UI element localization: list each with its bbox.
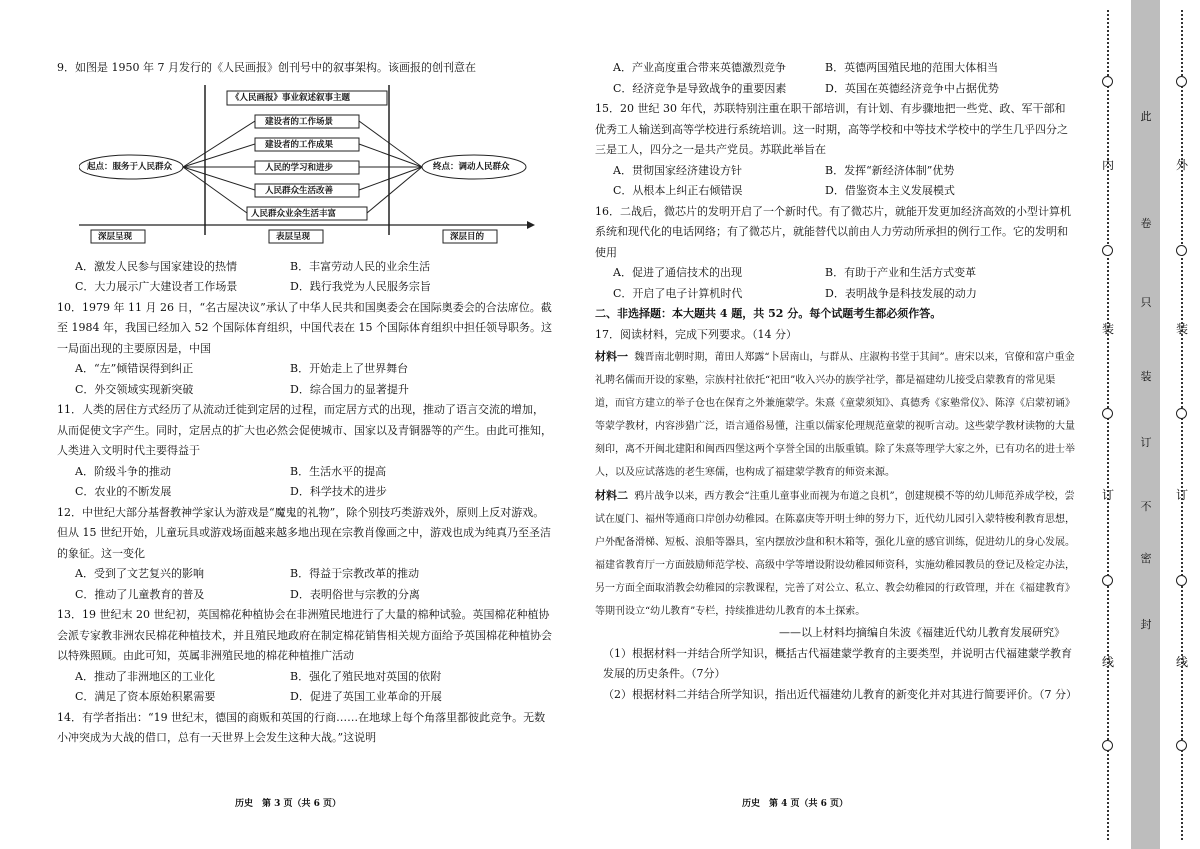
option-a[interactable]: A．激发人民参与国家建设的热情 [75,259,237,273]
binding-circle [1102,408,1113,419]
option-d[interactable]: D．促进了英国工业革命的开展 [290,690,442,703]
section-heading: 二、非选择题：本大题共 4 题，共 52 分。每个试题考生都必须作答。 [595,307,942,320]
options [57,462,552,503]
question-stem: 11．人类的居住方式经历了从流动迁徙到定居的过程，而定居方式的出现，推动了语言交流的增加，从而促使文字产生。同时，定居点的扩大也必然会促使城市、国家以及青铜器等的产生。由此可推知，人类进入文明时代主要得益于 [57,403,552,457]
option-c[interactable]: C．满足了资本原始积累需要 [75,690,216,703]
option-c[interactable]: C．经济竞争是导致战争的重要因素 [613,81,787,95]
material-1-text: 魏晋南北朝时期，莆田人郑露“卜居南山，与群从、庄淑构书堂于其间”。唐宋以来，官僚和富户重金礼聘名儒而开设的家塾，宗族村社依托“祀田”收入兴办的族学社学，都是福建幼儿接受启蒙教育的常见渠道，而官方建立的举子仓也在保育之外兼施蒙学。朱熹《童蒙须知》、真德秀《家塾常仪》、陈淳《启蒙初诵》等蒙学教材，内容涉猎广泛，语言通俗易懂，注重以儒家伦理规范童蒙的视听言动。这些蒙学教材读物的大量刻印，离不开闽北建阳和闽西四堡这两个享誉全国的出版重镇。除了朱熹等理学大家之外，已有功名的进士举人，以及应试落选的老生寒儒，也构成了福建蒙学教育的师资来源。 [595,352,1075,478]
option-d[interactable]: D．英国在英德经济竞争中占据优势 [825,81,999,95]
diagram-bottom-mid: 表层呈现 [276,231,311,242]
page-footer-right: 历史 第 4 页（共 6 页） [742,799,849,809]
outer-dotted-line [1181,10,1183,840]
outer-label-ding: 订 [1175,488,1188,502]
option-c[interactable]: C．推动了儿童教育的普及 [75,587,205,601]
material-2-lead: 材料二 [595,489,628,502]
question-stem: 13．19 世纪末 20 世纪初，英国棉花种植协会在非洲殖民地进行了大量的棉种试验。英国棉花种植协会派专家教非洲农民棉花种植技术，并且殖民地政府在制定棉花销售相关规方面给予英国棉花种植协会以特殊照顾。由此可知，英属非洲殖民地的棉花种植推广活动 [57,608,552,662]
diagram-left-oval: 起点：服务于人民群众 [87,161,173,172]
option-a[interactable]: A．促进了通信技术的出现 [613,266,742,279]
material-1-lead: 材料一 [595,350,628,363]
question-10 [57,298,552,401]
question-stem: 14．有学者指出：“19 世纪末，德国的商贩和英国的行商……在地球上每个角落里都彼此竞争。无数小冲突成为大战的借口，总有一天世界上会发生这种大战。”这说明 [57,710,546,744]
binding-circle [1176,408,1187,419]
binding-gray-band [1131,0,1160,849]
material-2-text: 鸦片战争以来，西方教会“注重儿童事业而视为布道之良机”，创建规模不等的幼儿师范养成学校，尝试在厦门、福州等通商口岸创办幼稚园。在陈嘉庚等开明士绅的努力下，近代幼儿园引入蒙特梭利教育思想，户外配备滑梯、短板、浪船等器具，室内摆放沙盘和积木箱等，强化儿童的感官训练，促进幼儿的身心发展。福建省教育厅一方面鼓励师范学校、高级中学等增设附设幼稚园师资科，实施幼稚园教员的登记及检定办法，另一方面全面取消教会幼稚园的宗教课程，完善了对公立、私立、教会幼稚园的行政管理，并在《福建教育》等期刊设立“幼儿教育”专栏，持续推进幼儿教育的本土探索。 [595,491,1075,617]
option-d[interactable]: D．表明俗世与宗教的分离 [290,587,420,601]
option-c[interactable]: C．外交领域实现新突破 [75,382,194,396]
diagram-box-5: 人民群众业余生活丰富 [251,208,337,219]
question-14-options [595,58,1075,99]
option-d[interactable]: D．综合国力的显著提升 [290,382,409,396]
outer-label-wai: 外 [1175,158,1188,172]
option-d[interactable]: D．践行我党为人民服务宗旨 [290,280,431,293]
option-c[interactable]: C．从根本上纠正右倾错误 [613,184,743,197]
question-11 [57,400,552,503]
sub-question-1: （1）根据材料一并结合所学知识，概括古代福建蒙学教育的主要类型，并说明古代福建蒙学教育发展的历史条件。（7分） [603,646,1072,680]
option-c[interactable]: C．开启了电子计算机时代 [613,286,743,300]
option-d[interactable]: D．科学技术的进步 [290,485,387,498]
inner-label-nei: 内 [1101,158,1114,172]
page-footer-left: 历史 第 3 页（共 6 页） [235,799,342,809]
option-b[interactable]: B．英德两国殖民地的范围大体相当 [825,61,999,74]
inner-label-zhuang: 装 [1101,322,1114,336]
diagram-box-4: 人民群众生活改善 [265,185,334,196]
option-d[interactable]: D．表明战争是科技发展的动力 [825,286,977,300]
notice-char: 此 [1140,110,1152,123]
option-a[interactable]: A．“左”倾错误得到纠正 [75,362,194,375]
option-b[interactable]: B．得益于宗教改革的推动 [290,567,420,580]
inner-label-xian: 线 [1101,655,1114,669]
outer-label-xian: 线 [1175,655,1188,669]
options [57,359,552,400]
question-stem: 12．中世纪大部分基督教神学家认为游戏是“魔鬼的礼物”，除个别技巧类游戏外，原则上反对游戏。但从 15 世纪开始，儿童玩具或游戏场面越来越多地出现在宗教肖像画之中，游戏也成为纯真乃至圣洁的象征。这一变化 [57,505,551,560]
question-stem: 15．20 世纪 30 年代，苏联特别注重在职干部培训，有计划、有步骤地把一些党、政、军干部和优秀工人输送到高等学校进行系统培训。这一时期，高等学校和中等技术学校中的学生几乎四分之三是工人，四分之一是共产党员。苏联此举旨在 [595,102,1068,156]
question-13 [57,605,552,708]
diagram-box-1: 建设者的工作场景 [265,116,334,127]
sub-question-2: （2）根据材料二并结合所学知识，指出近代福建幼儿教育的新变化并对其进行简要评价。（7 分） [603,687,1077,701]
diagram-bottom-right: 深层目的 [450,231,485,242]
options [57,564,552,605]
inner-dotted-line [1107,10,1109,840]
option-a[interactable]: A．阶级斗争的推动 [75,464,171,478]
option-b[interactable]: B．有助于产业和生活方式变革 [825,266,977,279]
option-b[interactable]: B．生活水平的提高 [290,464,387,478]
outer-label-zhuang: 装 [1175,322,1188,336]
binding-circle [1102,76,1113,87]
notice-char: 密 [1140,552,1152,565]
diagram-box-3: 人民的学习和进步 [265,162,334,173]
option-b[interactable]: B．开始走上了世界舞台 [290,362,409,375]
option-a[interactable]: A．产业高度重合带来英德激烈竞争 [613,61,786,74]
question-17 [595,325,1075,706]
options [57,257,552,298]
question-14 [57,708,552,749]
diagram-box-2: 建设者的工作成果 [265,139,334,150]
notice-char: 只 [1140,296,1152,309]
notice-char: 卷 [1140,217,1152,230]
narrative-diagram [79,85,539,253]
options [595,263,1075,304]
notice-char: 不 [1140,500,1152,513]
option-b[interactable]: B．强化了殖民地对英国的依附 [290,669,442,683]
diagram-right-oval: 终点：调动人民群众 [433,161,510,172]
option-c[interactable]: C．大力展示广大建设者工作场景 [75,280,238,293]
material-source: ——以上材料均摘编自朱波《福建近代幼儿教育发展研究》 [779,626,1065,639]
question-stem: 17．阅读材料，完成下列要求。（14 分） [595,327,797,341]
binding-circle [1102,575,1113,586]
option-a[interactable]: A．推动了非洲地区的工业化 [75,669,215,683]
question-12 [57,503,552,606]
option-a[interactable]: A．受到了文艺复兴的影响 [75,567,204,580]
notice-char: 装 [1140,370,1152,383]
question-15 [595,99,1075,202]
option-b[interactable]: B．丰富劳动人民的业余生活 [290,259,431,273]
notice-char: 封 [1140,618,1152,631]
question-16 [595,202,1075,305]
material-1 [595,345,1075,484]
options [595,161,1075,202]
question-stem: 16．二战后，微芯片的发明开启了一个新时代。有了微芯片，就能开发更加经济高效的小型计算机系统和现代化的电话网络；有了微芯片，就能替代以前由人力劳动所承担的例行工作。它的发明和使用 [595,204,1071,259]
binding-circle [1176,76,1187,87]
option-b[interactable]: B．发挥“新经济体制”优势 [825,163,955,177]
binding-circle [1176,740,1187,751]
left-column [57,58,552,749]
diagram-bottom-left: 深层呈现 [98,231,133,242]
question-stem: 9．如图是 1950 年 7 月发行的《人民画报》创刊号中的叙事架构。该画报的创刊意在 [57,61,476,74]
question-stem: 10．1979 年 11 月 26 日，“名古屋决议”承认了中华人民共和国奥委会在国际奥委会的合法席位。截至 1984 年，我国已经加入 52 个国际体育组织，中国代表在 15 个国际体育组织中担任领导职务。这一局面出现的主要原因是，中国 [57,300,552,355]
binding-circle [1102,740,1113,751]
notice-char: 订 [1140,436,1152,449]
diagram-top-box: 《人民画报》事业叙述叙事主题 [231,92,351,103]
right-column [595,58,1075,705]
options [57,667,552,708]
material-2 [595,484,1075,623]
binding-strip [1095,0,1200,849]
option-d[interactable]: D．借鉴资本主义发展模式 [825,184,955,197]
question-9 [57,58,552,298]
option-a[interactable]: A．贯彻国家经济建设方针 [613,163,742,177]
inner-label-ding: 订 [1101,488,1114,502]
binding-circle [1102,245,1113,256]
option-c[interactable]: C．农业的不断发展 [75,485,172,498]
binding-circle [1176,245,1187,256]
binding-circle [1176,575,1187,586]
